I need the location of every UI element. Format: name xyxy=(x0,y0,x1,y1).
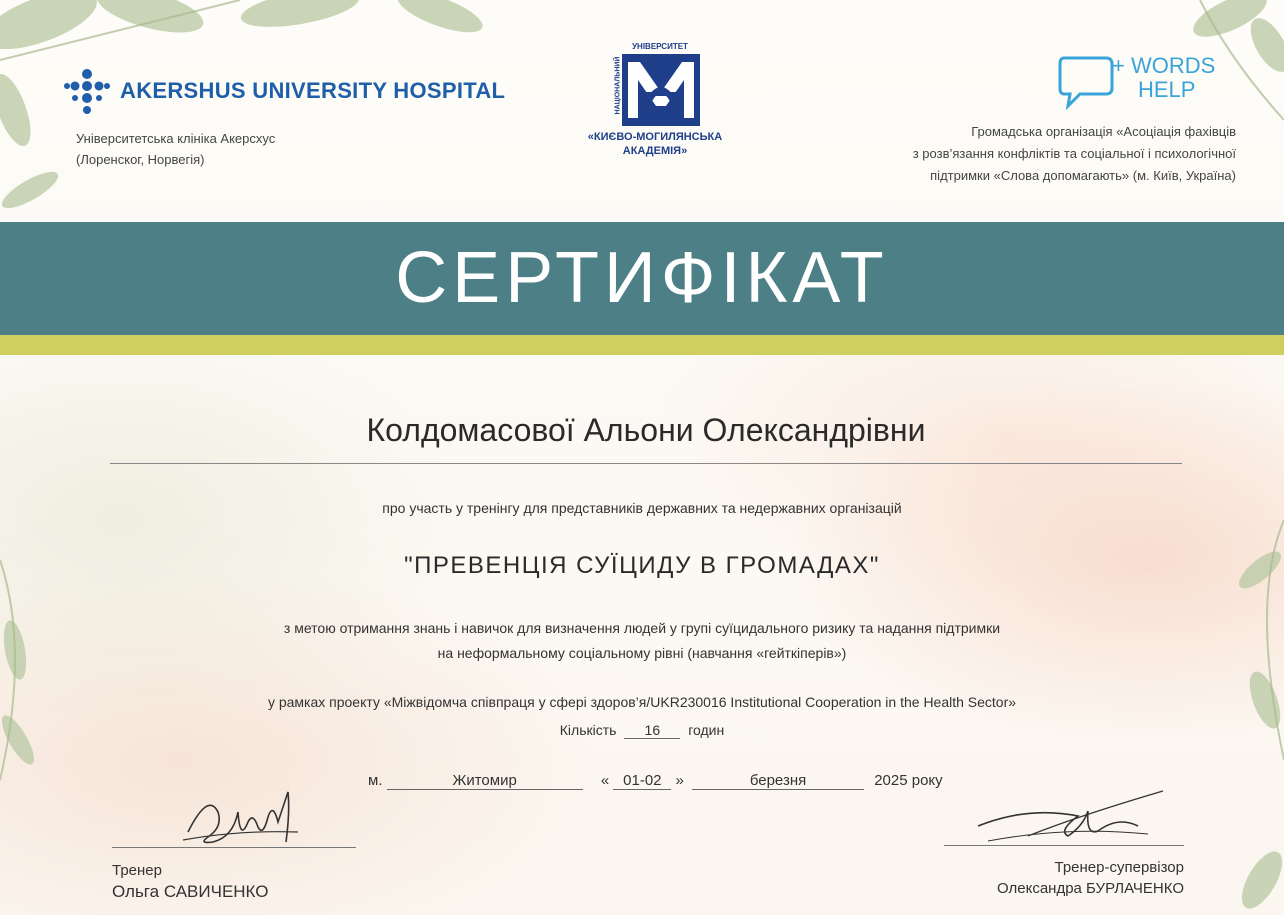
words-help-subtitle-line: Громадська організація «Асоціація фахівців xyxy=(971,124,1236,139)
words-help-subtitle-line: підтримки «Слова допомагають» (м. Київ, Україна) xyxy=(930,168,1236,183)
kma-caption-line: АКАДЕМІЯ» xyxy=(622,145,688,157)
kma-caption xyxy=(566,130,744,158)
date-month: березня xyxy=(692,772,864,790)
words-help-line: + WORDS xyxy=(1112,53,1216,78)
trainer-role: Тренер xyxy=(112,862,162,879)
trainer-signature-line xyxy=(112,847,356,848)
city-value: Житомир xyxy=(387,772,583,790)
words-help-logo-text xyxy=(1112,54,1215,102)
project-text: у рамках проекту «Міжвідомча співпраця у сфері здоров’я/UKR230016 Institutional Cooperation in the Health Sector» xyxy=(267,694,1017,710)
date-quote-close: » xyxy=(675,772,684,789)
purpose-line: на неформальному соціальному рівні (навчання «гейткіперів») xyxy=(437,645,847,661)
city-prefix: м. xyxy=(368,772,383,789)
akershus-cross-icon xyxy=(64,68,110,114)
purpose-line: з метою отримання знань і навичок для визначення людей у групі суїцидального ризику та надання підтримки xyxy=(283,620,1001,636)
hours-value: 16 xyxy=(624,722,680,739)
kma-caption-line: «КИЄВО-МОГИЛЯНСЬКА xyxy=(587,131,723,143)
akershus-logo xyxy=(64,68,505,114)
date-days: 01-02 xyxy=(613,772,671,790)
supervisor-role: Тренер-супервізор xyxy=(1054,859,1184,876)
akershus-subtitle-line: Університетська клініка Акерсхус xyxy=(76,131,276,146)
kma-emblem-icon xyxy=(622,54,700,126)
participation-text: про участь у тренінгу для представників державних та недержавних організацій xyxy=(382,500,902,516)
kma-top-label: УНІВЕРСИТЕТ xyxy=(632,42,688,51)
words-help-subtitle xyxy=(776,121,1236,187)
kma-side-label: НАЦІОНАЛЬНИЙ xyxy=(614,56,622,115)
recipient-name: Колдомасової Альони Олександрівни xyxy=(366,412,926,448)
hours-row xyxy=(0,722,1284,739)
hours-label: Кількість xyxy=(559,722,617,738)
trainer-name: Ольга САВИЧЕНКО xyxy=(112,882,269,901)
purpose-text xyxy=(0,616,1284,666)
certificate-title: СЕРТИФІКАТ xyxy=(395,238,889,318)
akershus-name: AKERSHUS UNIVERSITY HOSPITAL xyxy=(120,78,506,103)
akershus-subtitle-line: (Лоренског, Норвегія) xyxy=(76,152,205,167)
date-year: 2025 року xyxy=(874,772,943,789)
words-help-line: HELP xyxy=(1138,77,1196,102)
hours-unit: годин xyxy=(688,722,725,738)
date-quote-open: « xyxy=(600,772,610,789)
words-help-subtitle-line: з розв’язання конфліктів та соціальної і психологічної xyxy=(912,146,1236,161)
trainer-signature xyxy=(178,782,308,862)
course-title: "ПРЕВЕНЦІЯ СУЇЦИДУ В ГРОМАДАХ" xyxy=(404,552,880,579)
kma-logo xyxy=(566,42,744,158)
title-band-stripe xyxy=(0,335,1284,355)
words-help-bubble-icon xyxy=(1058,54,1118,110)
recipient-underline xyxy=(110,463,1182,464)
supervisor-signature-line xyxy=(944,845,1184,846)
place-date-row xyxy=(368,772,943,790)
akershus-subtitle xyxy=(76,128,275,170)
supervisor-name: Олександра БУРЛАЧЕНКО xyxy=(997,880,1184,897)
